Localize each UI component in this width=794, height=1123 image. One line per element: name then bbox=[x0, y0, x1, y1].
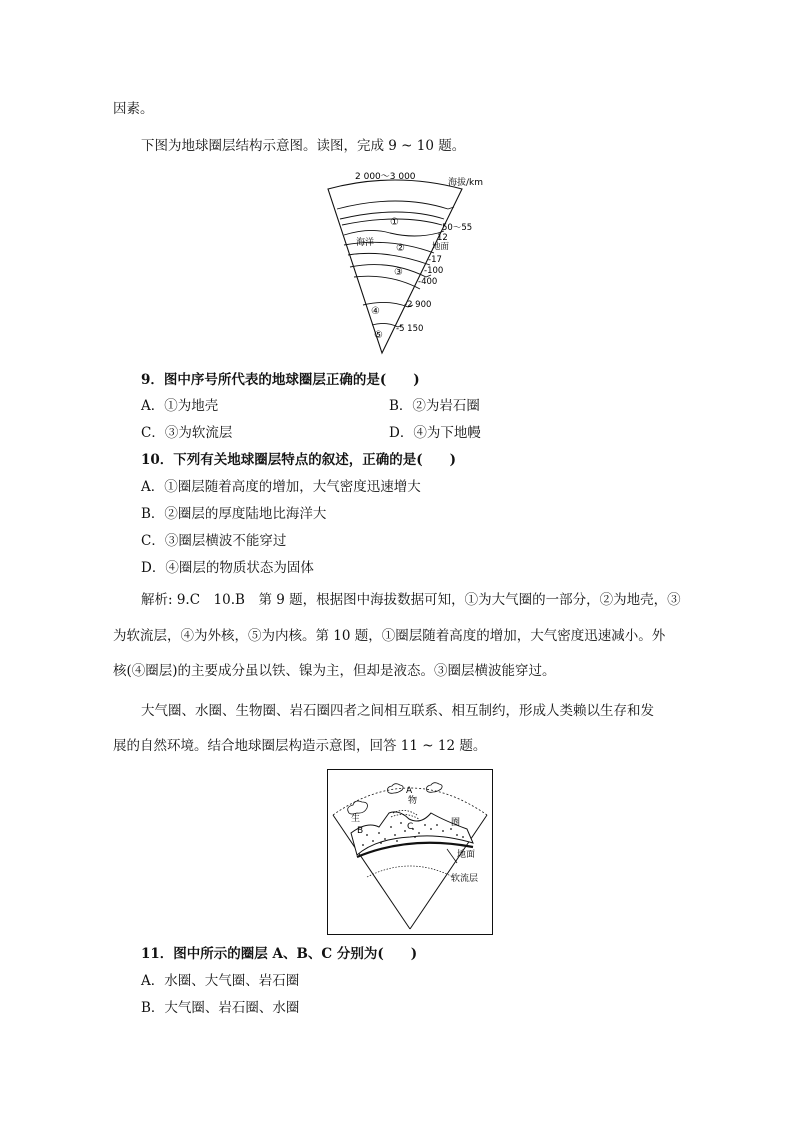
circle-1: ① bbox=[390, 217, 399, 228]
q9-stem: 9．图中序号所代表的地球圈层正确的是( ) bbox=[141, 372, 420, 388]
circle-2: ② bbox=[396, 243, 405, 254]
figure1-top-label: 2 000～3 000 bbox=[355, 172, 416, 182]
q9-10-intro: 下图为地球圈层结构示意图。读图，完成 9 ~ 10 题。 bbox=[141, 138, 466, 154]
q11-12-intro-line-1: 大气圈、水圈、生物圈、岩石圈四者之间相互联系、相互制约，形成人类赖以生存和发 bbox=[141, 703, 654, 719]
alt-label-6: -400 bbox=[418, 277, 438, 287]
q9-option-a[interactable]: A．①为地壳 bbox=[141, 398, 219, 414]
alt-label-7: -2 900 bbox=[404, 300, 432, 310]
q11-12-intro-line-2: 展的自然环境。结合地球圈层构造示意图，回答 11 ~ 12 题。 bbox=[113, 738, 487, 754]
q10-stem: 10．下列有关地球圈层特点的叙述，正确的是( ) bbox=[141, 452, 457, 468]
circle-5: ⑤ bbox=[374, 330, 383, 341]
bio-char-1: 生 bbox=[351, 814, 361, 824]
q9-option-d[interactable]: D．④为下地幔 bbox=[389, 425, 481, 441]
q11-option-a[interactable]: A．水圈、大气圈、岩石圈 bbox=[141, 973, 300, 989]
figure1-axis-unit: 海拔/km bbox=[448, 178, 484, 188]
q11-stem: 11．图中所示的圈层 A、B、C 分别为( ) bbox=[141, 946, 418, 962]
earth-layer-diagram bbox=[320, 163, 490, 358]
alt-label-4: -17 bbox=[428, 255, 442, 265]
intro-tail: 因素。 bbox=[113, 101, 154, 117]
q9-option-c[interactable]: C．③为软流层 bbox=[141, 425, 233, 441]
ocean-label: 海洋 bbox=[356, 238, 375, 248]
label-a: A bbox=[406, 786, 413, 796]
analysis-line-3: 核(④圈层)的主要成分虽以铁、镍为主，但却是液态。③圈层横波能穿过。 bbox=[113, 663, 556, 679]
q9-option-b[interactable]: B．②为岩石圈 bbox=[389, 398, 480, 414]
circle-4: ④ bbox=[371, 306, 380, 317]
analysis-line-1: 解析: 9.C 10.B 第 9 题，根据图中海拔数据可知，①为大气圈的一部分，②为地壳，③ bbox=[141, 592, 681, 608]
label-b: B bbox=[357, 826, 364, 836]
alt-label-3: 地面 bbox=[432, 242, 450, 252]
q11-option-b[interactable]: B．大气圈、岩石圈、水圈 bbox=[141, 1000, 300, 1016]
alt-label-8: -5 150 bbox=[396, 324, 424, 334]
ground-label: 地面 bbox=[457, 850, 476, 860]
asthenosphere-label: 软流层 bbox=[451, 874, 479, 884]
q10-option-d[interactable]: D．④圈层的物质状态为固体 bbox=[141, 560, 314, 576]
q10-option-b[interactable]: B．②圈层的厚度陆地比海洋大 bbox=[141, 506, 327, 522]
bio-char-2: 物 bbox=[408, 796, 418, 806]
bio-char-3: 圈 bbox=[451, 818, 461, 828]
q10-option-c[interactable]: C．③圈层横波不能穿过 bbox=[141, 533, 287, 549]
alt-label-1: 50～55 bbox=[442, 223, 473, 233]
analysis-line-2: 为软流层，④为外核，⑤为内核。第 10 题，①圈层随着高度的增加，大气密度迅速减小。外 bbox=[113, 628, 666, 644]
circle-3: ③ bbox=[394, 267, 403, 278]
label-c: C bbox=[407, 822, 414, 832]
alt-label-2: 12 bbox=[437, 233, 448, 243]
alt-label-5: -100 bbox=[424, 266, 444, 276]
q10-option-a[interactable]: A．①圈层随着高度的增加，大气密度迅速增大 bbox=[141, 479, 421, 495]
earth-sphere-diagram bbox=[327, 769, 493, 935]
